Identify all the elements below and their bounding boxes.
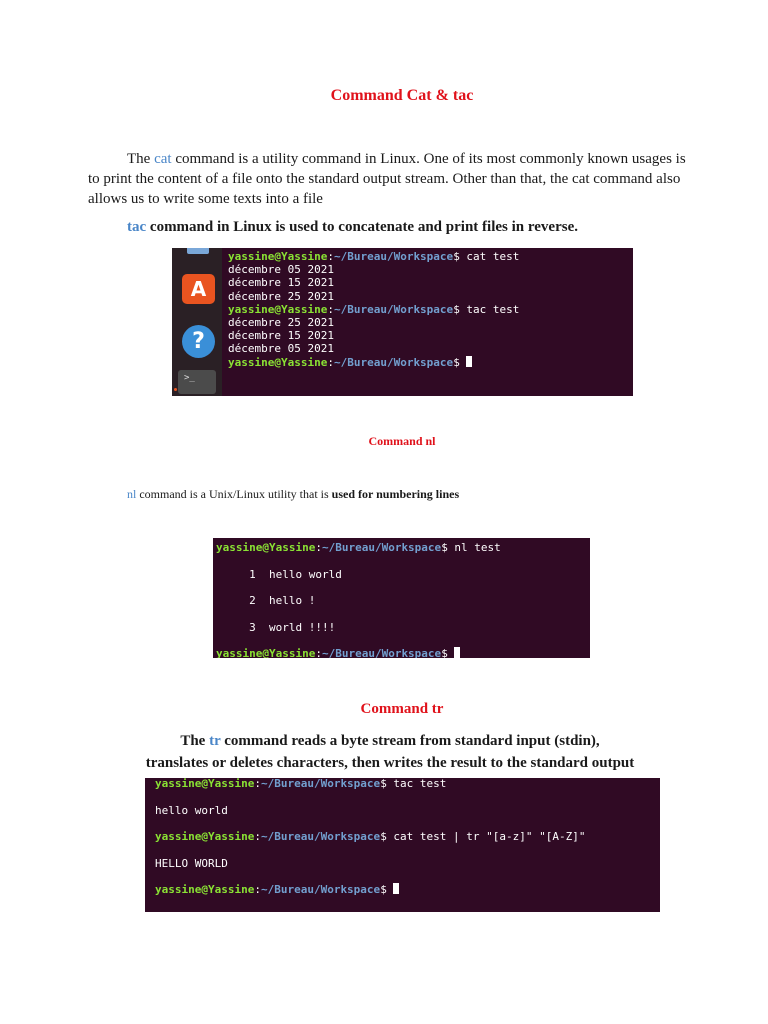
help-icon[interactable] [182, 325, 215, 358]
software-store-icon[interactable] [182, 274, 215, 304]
nl-keyword: nl [127, 487, 137, 501]
output-line: décembre 25 2021 [228, 316, 334, 329]
output-line: HELLO WORLD [155, 856, 228, 870]
prompt-separator: : [254, 778, 261, 790]
prompt-path: ~/Bureau/Workspace [260, 883, 381, 896]
prompt-user: yassine@Yassine [155, 830, 255, 843]
tr-description-pre: The [180, 733, 210, 749]
prompt-line [228, 250, 519, 263]
prompt-command: $ nl test [441, 541, 501, 554]
prompt-command: $ tac test [380, 778, 447, 790]
prompt-separator: : [254, 883, 261, 896]
tr-description-line1 [0, 730, 768, 752]
prompt-command: $ tac test [453, 302, 520, 316]
prompt-path: ~/Bureau/Workspace [260, 778, 381, 790]
output-line: hello world [155, 803, 228, 817]
prompt-path: ~/Bureau/Workspace [333, 250, 454, 263]
terminal-nl [213, 538, 590, 658]
prompt-user: yassine@Yassine [216, 647, 316, 658]
tac-keyword: tac [127, 219, 147, 235]
terminal-tr [145, 778, 660, 912]
prompt-path: ~/Bureau/Workspace [333, 302, 454, 316]
nl-description-bold: used for numbering lines [331, 487, 460, 501]
output-line: décembre 05 2021 [228, 342, 334, 356]
prompt-user: yassine@Yassine [228, 355, 328, 369]
output-line: décembre 25 2021 [228, 289, 334, 303]
prompt-command: $ [453, 355, 467, 369]
prompt-separator: : [327, 250, 334, 263]
output-line: décembre 15 2021 [228, 329, 334, 343]
prompt-command: $ [380, 883, 394, 896]
prompt-user: yassine@Yassine [155, 778, 255, 790]
tr-heading: Command tr [360, 701, 444, 717]
tac-description [127, 219, 578, 236]
prompt-line [228, 303, 519, 316]
prompt-line [155, 830, 586, 843]
help-glyph: ? [192, 329, 205, 354]
running-indicator [174, 388, 177, 391]
prompt-user: yassine@Yassine [216, 541, 316, 554]
terminal-app-glyph: >_ [184, 373, 195, 383]
prompt-separator: : [315, 647, 322, 658]
terminal-cursor [393, 883, 399, 894]
prompt-path: ~/Bureau/Workspace [321, 647, 442, 658]
cat-description-post: command is a utility command in Linux. One of its most commonly known usages is to print the content of a file onto the standard output stream. Other than that, the cat command also allows us to write some texts into a file [88, 151, 686, 207]
tac-description-rest: command in Linux is used to concatenate and print files in reverse. [146, 219, 578, 235]
output-line: 2 hello ! [216, 594, 316, 607]
files-icon [187, 248, 209, 254]
tr-description-line2: translates or deletes characters, then writes the result to the standard output [145, 755, 635, 771]
prompt-line [216, 541, 501, 554]
output-line: 1 hello world [216, 567, 342, 581]
prompt-command: $ cat test | tr "[a-z]" "[A-Z]" [380, 830, 586, 843]
prompt-user: yassine@Yassine [228, 250, 328, 263]
prompt-line [155, 778, 446, 790]
nl-heading: Command nl [368, 434, 436, 448]
prompt-path: ~/Bureau/Workspace [321, 541, 442, 554]
tr-description [0, 730, 768, 774]
prompt-separator: : [254, 830, 261, 843]
prompt-line [155, 883, 399, 896]
prompt-command: $ [441, 647, 455, 658]
cat-description-pre: The [127, 151, 155, 167]
prompt-user: yassine@Yassine [228, 302, 328, 316]
cat-tac-heading: Command Cat & tac [330, 87, 474, 104]
tr-description-line1-rest: command reads a byte stream from standard input (stdin), [220, 733, 600, 749]
ubuntu-dock [172, 248, 222, 396]
cat-description [88, 149, 688, 209]
prompt-command: $ cat test [453, 250, 520, 263]
prompt-separator: : [315, 541, 322, 554]
output-line: décembre 05 2021 [228, 263, 334, 277]
software-store-glyph: A [190, 277, 207, 301]
tr-keyword: tr [209, 733, 221, 749]
prompt-user: yassine@Yassine [155, 883, 255, 896]
terminal-cursor [454, 647, 460, 658]
nl-description-mid: command is a Unix/Linux utility that is [136, 487, 332, 501]
terminal-app-icon[interactable] [178, 370, 216, 394]
output-line: décembre 15 2021 [228, 276, 334, 290]
terminal-cursor [466, 356, 472, 367]
prompt-separator: : [327, 355, 334, 369]
prompt-path: ~/Bureau/Workspace [333, 355, 454, 369]
prompt-line [228, 356, 472, 369]
prompt-line [216, 647, 460, 658]
nl-description [127, 487, 459, 502]
output-line: 3 world !!!! [216, 620, 336, 634]
cat-keyword: cat [154, 151, 172, 167]
prompt-path: ~/Bureau/Workspace [260, 830, 381, 843]
terminal-cat-tac [172, 248, 633, 396]
prompt-separator: : [327, 302, 334, 316]
